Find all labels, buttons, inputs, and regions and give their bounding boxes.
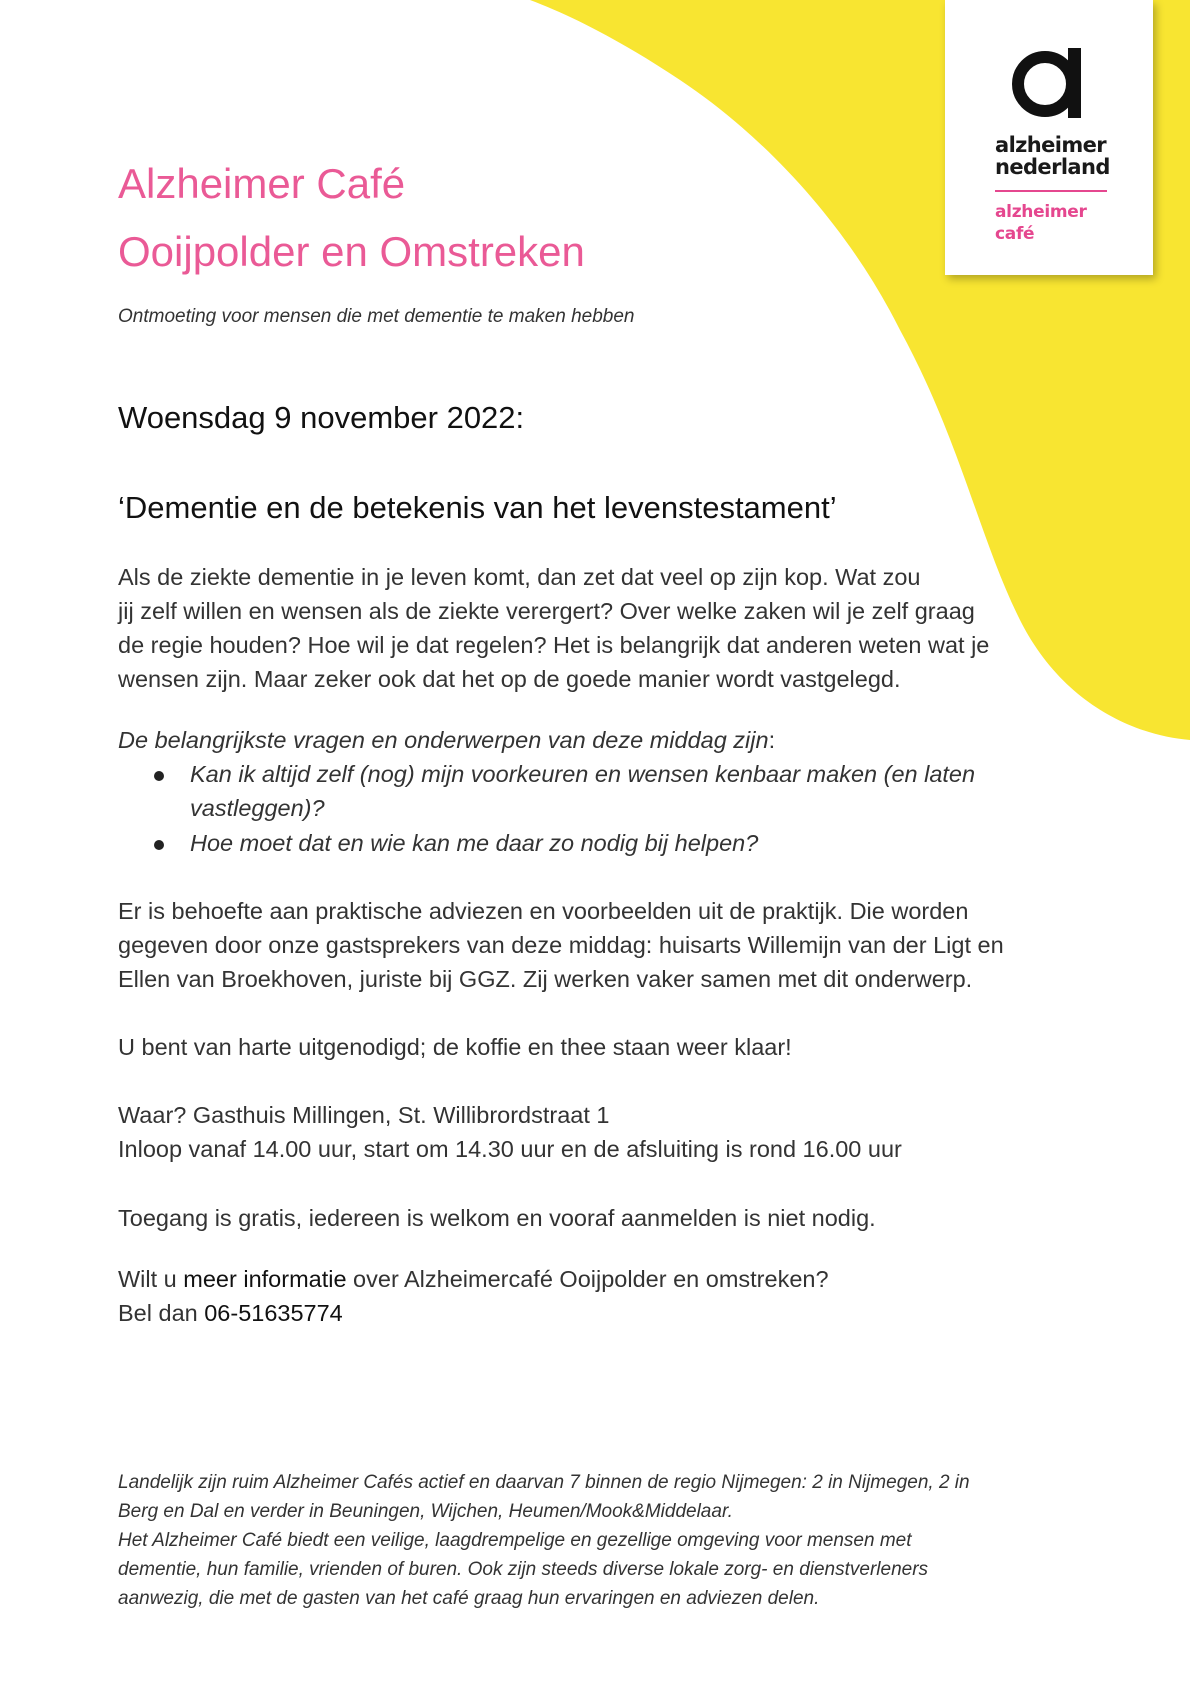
- more-info: [118, 1262, 829, 1330]
- footer-line: Het Alzheimer Café biedt een veilige, laagdrempelige en gezellige omgeving voor mensen met: [118, 1530, 912, 1551]
- intro-line: jij zelf willen en wensen als de ziekte verergert? Over welke zaken wil je zelf graag: [118, 598, 975, 624]
- logo-text-nederland: nederland: [995, 155, 1110, 179]
- time-line: Inloop vanaf 14.00 uur, start om 14.30 uur en de afsluiting is rond 16.00 uur: [118, 1136, 902, 1162]
- more-info-prefix: Wilt u: [118, 1266, 184, 1292]
- speakers-line: gegeven door onze gastsprekers van deze middag: huisarts Willemijn van der Ligt en: [118, 932, 1004, 958]
- footer-line: Landelijk zijn ruim Alzheimer Cafés actief en daarvan 7 binnen de regio Nijmegen: 2 in Nijmegen, 2 in: [118, 1472, 970, 1493]
- location-line: Waar? Gasthuis Millingen, St. Willibrordstraat 1: [118, 1102, 610, 1128]
- list-item-line: Hoe moet dat en wie kan me daar zo nodig bij helpen?: [190, 830, 759, 856]
- questions-intro-text: De belangrijkste vragen en onderwerpen van deze middag zijn: [118, 727, 769, 753]
- intro-paragraph: [118, 560, 989, 696]
- phone-number[interactable]: 06-51635774: [204, 1300, 343, 1326]
- questions-intro: [118, 723, 775, 757]
- speakers-line: Er is behoefte aan praktische adviezen en voorbeelden uit de praktijk. Die worden: [118, 898, 969, 924]
- letter-a-logo-icon: [1011, 42, 1087, 122]
- logo-text-alzheimer: alzheimer: [995, 133, 1107, 157]
- footer-line: aanwezig, die met de gasten van het café graag hun ervaringen en adviezen delen.: [118, 1588, 820, 1609]
- speakers-paragraph: [118, 894, 1004, 996]
- entry-info: Toegang is gratis, iedereen is welkom en vooraf aanmelden is niet nodig.: [118, 1205, 876, 1231]
- list-item-line: vastleggen)?: [190, 795, 325, 821]
- footer-note: [118, 1468, 1098, 1613]
- intro-line: Als de ziekte dementie in je leven komt, dan zet dat veel op zijn kop. Wat zou: [118, 564, 921, 590]
- page-subtitle: Ontmoeting voor mensen die met dementie te maken hebben: [118, 306, 635, 327]
- welcome-text: U bent van harte uitgenodigd; de koffie en thee staan weer klaar!: [118, 1034, 792, 1060]
- questions-intro-colon: :: [768, 727, 776, 753]
- page-title-line2: Ooijpolder en Omstreken: [118, 228, 585, 275]
- alzheimer-nederland-logo: [945, 0, 1153, 275]
- logo-sub-alzheimer: alzheimer: [995, 202, 1087, 222]
- more-info-bold: meer informatie: [183, 1266, 347, 1292]
- logo-divider: [995, 190, 1107, 192]
- bullet-icon: [154, 840, 164, 850]
- footer-line: Berg en Dal en verder in Beuningen, Wijchen, Heumen/Mook&Middelaar.: [118, 1501, 733, 1522]
- intro-line: de regie houden? Hoe wil je dat regelen? Het is belangrijk dat anderen weten wat je: [118, 632, 990, 658]
- intro-line: wensen zijn. Maar zeker ook dat het op de goede manier wordt vastgelegd.: [118, 666, 901, 692]
- event-date-heading: Woensdag 9 november 2022:: [118, 400, 525, 435]
- page-title-line1: Alzheimer Café: [118, 160, 406, 207]
- event-topic-heading: ‘Dementie en de betekenis van het levenstestament’: [118, 490, 837, 525]
- footer-line: dementie, hun familie, vrienden of buren. Ook zijn steeds diverse lokale zorg- en dienstverleners: [118, 1559, 929, 1580]
- speakers-line: Ellen van Broekhoven, juriste bij GGZ. Zij werken vaker samen met dit onderwerp.: [118, 966, 973, 992]
- logo-sub-cafe: café: [995, 224, 1035, 244]
- list-item-line: Kan ik altijd zelf (nog) mijn voorkeuren en wensen kenbaar maken (en laten: [190, 761, 976, 787]
- more-info-suffix: over Alzheimercafé Ooijpolder en omstreken?: [346, 1266, 829, 1292]
- bullet-icon: [154, 771, 164, 781]
- call-prefix: Bel dan: [118, 1300, 205, 1326]
- location-info: [118, 1098, 902, 1166]
